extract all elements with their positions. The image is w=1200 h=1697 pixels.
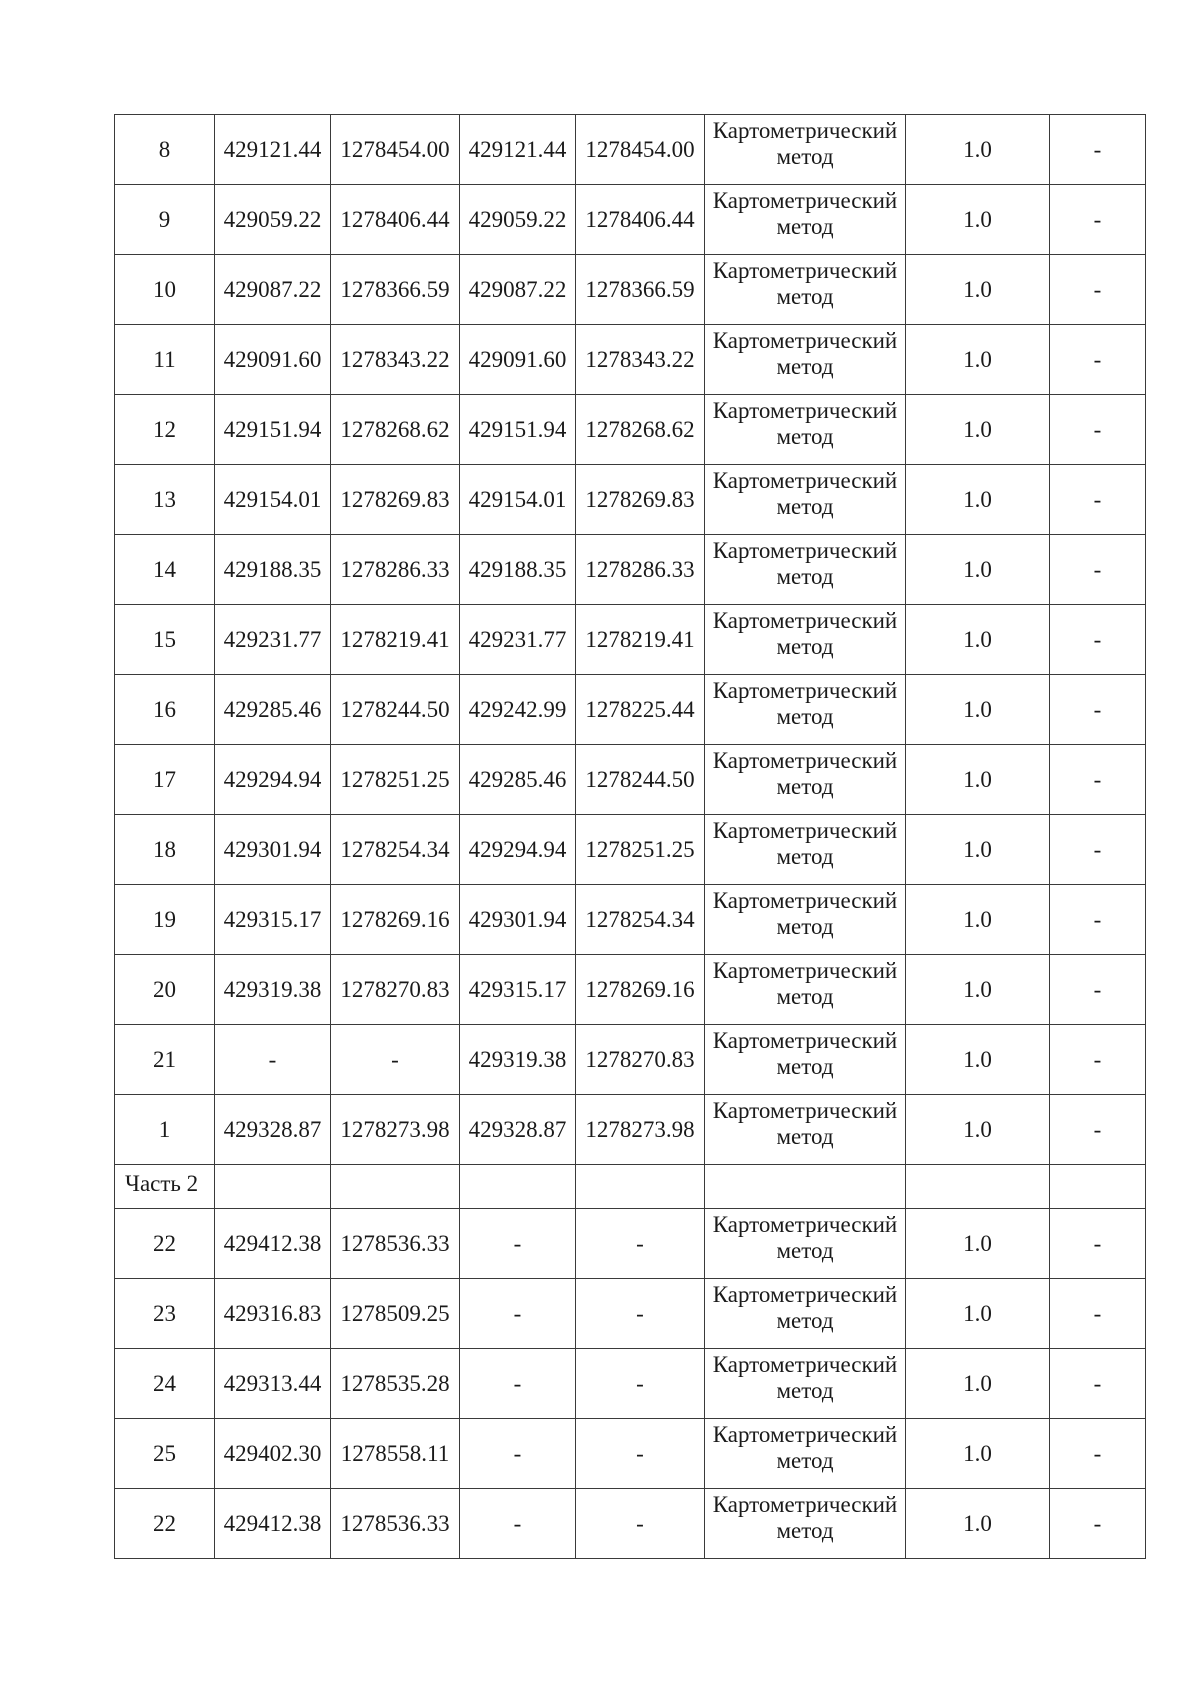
x-new-cell: 429301.94 bbox=[460, 885, 576, 955]
accuracy-cell: 1.0 bbox=[906, 1419, 1050, 1489]
point-number-cell: 1 bbox=[115, 1095, 215, 1165]
table-row bbox=[115, 535, 1146, 605]
point-number-cell: 13 bbox=[115, 465, 215, 535]
point-number-cell: 22 bbox=[115, 1209, 215, 1279]
table-row bbox=[115, 395, 1146, 465]
method-cell: Картометрический метод bbox=[705, 1419, 906, 1489]
table-row bbox=[115, 1209, 1146, 1279]
y-existing-cell: 1278558.11 bbox=[331, 1419, 460, 1489]
x-new-cell: - bbox=[460, 1209, 576, 1279]
x-new-cell: 429087.22 bbox=[460, 255, 576, 325]
method-cell bbox=[705, 1165, 906, 1209]
y-new-cell: 1278268.62 bbox=[576, 395, 705, 465]
x-new-cell: 429151.94 bbox=[460, 395, 576, 465]
method-cell: Картометрический метод bbox=[705, 185, 906, 255]
description-cell bbox=[1050, 1165, 1146, 1209]
method-cell: Картометрический метод bbox=[705, 745, 906, 815]
point-number-cell: 20 bbox=[115, 955, 215, 1025]
y-new-cell: 1278219.41 bbox=[576, 605, 705, 675]
x-new-cell: 429091.60 bbox=[460, 325, 576, 395]
y-new-cell bbox=[576, 1165, 705, 1209]
accuracy-cell: 1.0 bbox=[906, 815, 1050, 885]
method-cell: Картометрический метод bbox=[705, 395, 906, 465]
point-number-cell: 18 bbox=[115, 815, 215, 885]
y-existing-cell: 1278535.28 bbox=[331, 1349, 460, 1419]
table-row bbox=[115, 815, 1146, 885]
accuracy-cell: 1.0 bbox=[906, 1025, 1050, 1095]
x-new-cell: - bbox=[460, 1419, 576, 1489]
method-cell: Картометрический метод bbox=[705, 465, 906, 535]
accuracy-cell: 1.0 bbox=[906, 115, 1050, 185]
accuracy-cell: 1.0 bbox=[906, 885, 1050, 955]
x-new-cell: 429188.35 bbox=[460, 535, 576, 605]
accuracy-cell: 1.0 bbox=[906, 395, 1050, 465]
x-new-cell: 429285.46 bbox=[460, 745, 576, 815]
table-row bbox=[115, 255, 1146, 325]
y-existing-cell: 1278251.25 bbox=[331, 745, 460, 815]
y-existing-cell: 1278269.83 bbox=[331, 465, 460, 535]
y-new-cell: 1278343.22 bbox=[576, 325, 705, 395]
accuracy-cell: 1.0 bbox=[906, 1095, 1050, 1165]
description-cell: - bbox=[1050, 1209, 1146, 1279]
table-row bbox=[115, 1095, 1146, 1165]
section-header-row bbox=[115, 1165, 1146, 1209]
accuracy-cell: 1.0 bbox=[906, 465, 1050, 535]
x-new-cell: 429059.22 bbox=[460, 185, 576, 255]
table-row bbox=[115, 325, 1146, 395]
y-new-cell: 1278454.00 bbox=[576, 115, 705, 185]
accuracy-cell: 1.0 bbox=[906, 1279, 1050, 1349]
table-row bbox=[115, 1419, 1146, 1489]
description-cell: - bbox=[1050, 535, 1146, 605]
x-existing-cell: 429121.44 bbox=[215, 115, 331, 185]
y-existing-cell: 1278536.33 bbox=[331, 1209, 460, 1279]
description-cell: - bbox=[1050, 1419, 1146, 1489]
description-cell: - bbox=[1050, 185, 1146, 255]
description-cell: - bbox=[1050, 955, 1146, 1025]
point-number-cell: 12 bbox=[115, 395, 215, 465]
y-new-cell: 1278366.59 bbox=[576, 255, 705, 325]
description-cell: - bbox=[1050, 255, 1146, 325]
y-existing-cell: 1278509.25 bbox=[331, 1279, 460, 1349]
y-new-cell: 1278254.34 bbox=[576, 885, 705, 955]
table-row bbox=[115, 115, 1146, 185]
method-cell: Картометрический метод bbox=[705, 955, 906, 1025]
point-number-cell: 9 bbox=[115, 185, 215, 255]
accuracy-cell: 1.0 bbox=[906, 1489, 1050, 1559]
y-existing-cell: 1278536.33 bbox=[331, 1489, 460, 1559]
y-new-cell: 1278269.16 bbox=[576, 955, 705, 1025]
y-existing-cell: 1278343.22 bbox=[331, 325, 460, 395]
x-existing-cell: 429154.01 bbox=[215, 465, 331, 535]
description-cell: - bbox=[1050, 815, 1146, 885]
x-new-cell: 429154.01 bbox=[460, 465, 576, 535]
y-new-cell: 1278270.83 bbox=[576, 1025, 705, 1095]
table-row bbox=[115, 745, 1146, 815]
x-existing-cell: - bbox=[215, 1025, 331, 1095]
accuracy-cell bbox=[906, 1165, 1050, 1209]
x-new-cell: - bbox=[460, 1349, 576, 1419]
point-number-cell: 11 bbox=[115, 325, 215, 395]
method-cell: Картометрический метод bbox=[705, 115, 906, 185]
y-new-cell: 1278269.83 bbox=[576, 465, 705, 535]
description-cell: - bbox=[1050, 1279, 1146, 1349]
method-cell: Картометрический метод bbox=[705, 255, 906, 325]
x-new-cell: 429121.44 bbox=[460, 115, 576, 185]
method-cell: Картометрический метод bbox=[705, 1095, 906, 1165]
y-existing-cell: 1278269.16 bbox=[331, 885, 460, 955]
x-existing-cell: 429087.22 bbox=[215, 255, 331, 325]
point-number-cell: 21 bbox=[115, 1025, 215, 1095]
accuracy-cell: 1.0 bbox=[906, 255, 1050, 325]
accuracy-cell: 1.0 bbox=[906, 1209, 1050, 1279]
method-cell: Картометрический метод bbox=[705, 605, 906, 675]
point-number-cell: 22 bbox=[115, 1489, 215, 1559]
y-new-cell: 1278406.44 bbox=[576, 185, 705, 255]
method-cell: Картометрический метод bbox=[705, 1349, 906, 1419]
y-new-cell: 1278225.44 bbox=[576, 675, 705, 745]
table-row bbox=[115, 465, 1146, 535]
description-cell: - bbox=[1050, 115, 1146, 185]
accuracy-cell: 1.0 bbox=[906, 1349, 1050, 1419]
point-number-cell: 8 bbox=[115, 115, 215, 185]
x-existing-cell: 429328.87 bbox=[215, 1095, 331, 1165]
table-row bbox=[115, 1489, 1146, 1559]
accuracy-cell: 1.0 bbox=[906, 535, 1050, 605]
y-existing-cell: 1278244.50 bbox=[331, 675, 460, 745]
y-existing-cell: 1278270.83 bbox=[331, 955, 460, 1025]
method-cell: Картометрический метод bbox=[705, 815, 906, 885]
table-row bbox=[115, 955, 1146, 1025]
method-cell: Картометрический метод bbox=[705, 325, 906, 395]
x-new-cell: 429294.94 bbox=[460, 815, 576, 885]
y-existing-cell: 1278268.62 bbox=[331, 395, 460, 465]
x-existing-cell: 429091.60 bbox=[215, 325, 331, 395]
description-cell: - bbox=[1050, 395, 1146, 465]
x-existing-cell bbox=[215, 1165, 331, 1209]
description-cell: - bbox=[1050, 605, 1146, 675]
point-number-cell: 15 bbox=[115, 605, 215, 675]
point-number-cell: 14 bbox=[115, 535, 215, 605]
y-new-cell: 1278273.98 bbox=[576, 1095, 705, 1165]
y-new-cell: - bbox=[576, 1209, 705, 1279]
x-existing-cell: 429301.94 bbox=[215, 815, 331, 885]
method-cell: Картометрический метод bbox=[705, 675, 906, 745]
x-existing-cell: 429316.83 bbox=[215, 1279, 331, 1349]
table-body bbox=[115, 115, 1146, 1559]
x-existing-cell: 429412.38 bbox=[215, 1209, 331, 1279]
description-cell: - bbox=[1050, 1349, 1146, 1419]
accuracy-cell: 1.0 bbox=[906, 745, 1050, 815]
y-new-cell: 1278251.25 bbox=[576, 815, 705, 885]
y-existing-cell: 1278254.34 bbox=[331, 815, 460, 885]
point-number-cell: 10 bbox=[115, 255, 215, 325]
x-new-cell: - bbox=[460, 1279, 576, 1349]
x-existing-cell: 429313.44 bbox=[215, 1349, 331, 1419]
table-row bbox=[115, 1279, 1146, 1349]
y-existing-cell: 1278406.44 bbox=[331, 185, 460, 255]
method-cell: Картометрический метод bbox=[705, 1025, 906, 1095]
table-row bbox=[115, 185, 1146, 255]
y-existing-cell: 1278286.33 bbox=[331, 535, 460, 605]
point-number-cell: 25 bbox=[115, 1419, 215, 1489]
x-new-cell: - bbox=[460, 1489, 576, 1559]
y-new-cell: - bbox=[576, 1349, 705, 1419]
description-cell: - bbox=[1050, 1025, 1146, 1095]
x-new-cell: 429319.38 bbox=[460, 1025, 576, 1095]
point-number-cell: 19 bbox=[115, 885, 215, 955]
description-cell: - bbox=[1050, 325, 1146, 395]
description-cell: - bbox=[1050, 1095, 1146, 1165]
table-row bbox=[115, 1349, 1146, 1419]
coordinates-table bbox=[114, 114, 1146, 1559]
y-existing-cell: 1278273.98 bbox=[331, 1095, 460, 1165]
method-cell: Картометрический метод bbox=[705, 1209, 906, 1279]
point-number-cell: 24 bbox=[115, 1349, 215, 1419]
description-cell: - bbox=[1050, 465, 1146, 535]
x-existing-cell: 429059.22 bbox=[215, 185, 331, 255]
x-existing-cell: 429285.46 bbox=[215, 675, 331, 745]
y-new-cell: - bbox=[576, 1489, 705, 1559]
x-existing-cell: 429188.35 bbox=[215, 535, 331, 605]
point-number-cell: 16 bbox=[115, 675, 215, 745]
method-cell: Картометрический метод bbox=[705, 1279, 906, 1349]
y-existing-cell: - bbox=[331, 1025, 460, 1095]
y-new-cell: - bbox=[576, 1279, 705, 1349]
description-cell: - bbox=[1050, 745, 1146, 815]
x-existing-cell: 429231.77 bbox=[215, 605, 331, 675]
x-new-cell: 429328.87 bbox=[460, 1095, 576, 1165]
y-existing-cell bbox=[331, 1165, 460, 1209]
point-number-cell: 17 bbox=[115, 745, 215, 815]
y-new-cell: 1278244.50 bbox=[576, 745, 705, 815]
x-existing-cell: 429319.38 bbox=[215, 955, 331, 1025]
table-row bbox=[115, 605, 1146, 675]
y-new-cell: 1278286.33 bbox=[576, 535, 705, 605]
accuracy-cell: 1.0 bbox=[906, 955, 1050, 1025]
method-cell: Картометрический метод bbox=[705, 535, 906, 605]
section-label: Часть 2 bbox=[115, 1165, 215, 1209]
y-existing-cell: 1278219.41 bbox=[331, 605, 460, 675]
x-new-cell bbox=[460, 1165, 576, 1209]
description-cell: - bbox=[1050, 675, 1146, 745]
y-existing-cell: 1278454.00 bbox=[331, 115, 460, 185]
table-row bbox=[115, 885, 1146, 955]
accuracy-cell: 1.0 bbox=[906, 325, 1050, 395]
point-number-cell: 23 bbox=[115, 1279, 215, 1349]
x-new-cell: 429315.17 bbox=[460, 955, 576, 1025]
y-existing-cell: 1278366.59 bbox=[331, 255, 460, 325]
description-cell: - bbox=[1050, 1489, 1146, 1559]
x-new-cell: 429242.99 bbox=[460, 675, 576, 745]
x-existing-cell: 429402.30 bbox=[215, 1419, 331, 1489]
x-existing-cell: 429315.17 bbox=[215, 885, 331, 955]
method-cell: Картометрический метод bbox=[705, 885, 906, 955]
method-cell: Картометрический метод bbox=[705, 1489, 906, 1559]
x-existing-cell: 429294.94 bbox=[215, 745, 331, 815]
table-row bbox=[115, 675, 1146, 745]
table-row bbox=[115, 1025, 1146, 1095]
x-existing-cell: 429151.94 bbox=[215, 395, 331, 465]
accuracy-cell: 1.0 bbox=[906, 675, 1050, 745]
description-cell: - bbox=[1050, 885, 1146, 955]
x-new-cell: 429231.77 bbox=[460, 605, 576, 675]
y-new-cell: - bbox=[576, 1419, 705, 1489]
x-existing-cell: 429412.38 bbox=[215, 1489, 331, 1559]
accuracy-cell: 1.0 bbox=[906, 605, 1050, 675]
accuracy-cell: 1.0 bbox=[906, 185, 1050, 255]
